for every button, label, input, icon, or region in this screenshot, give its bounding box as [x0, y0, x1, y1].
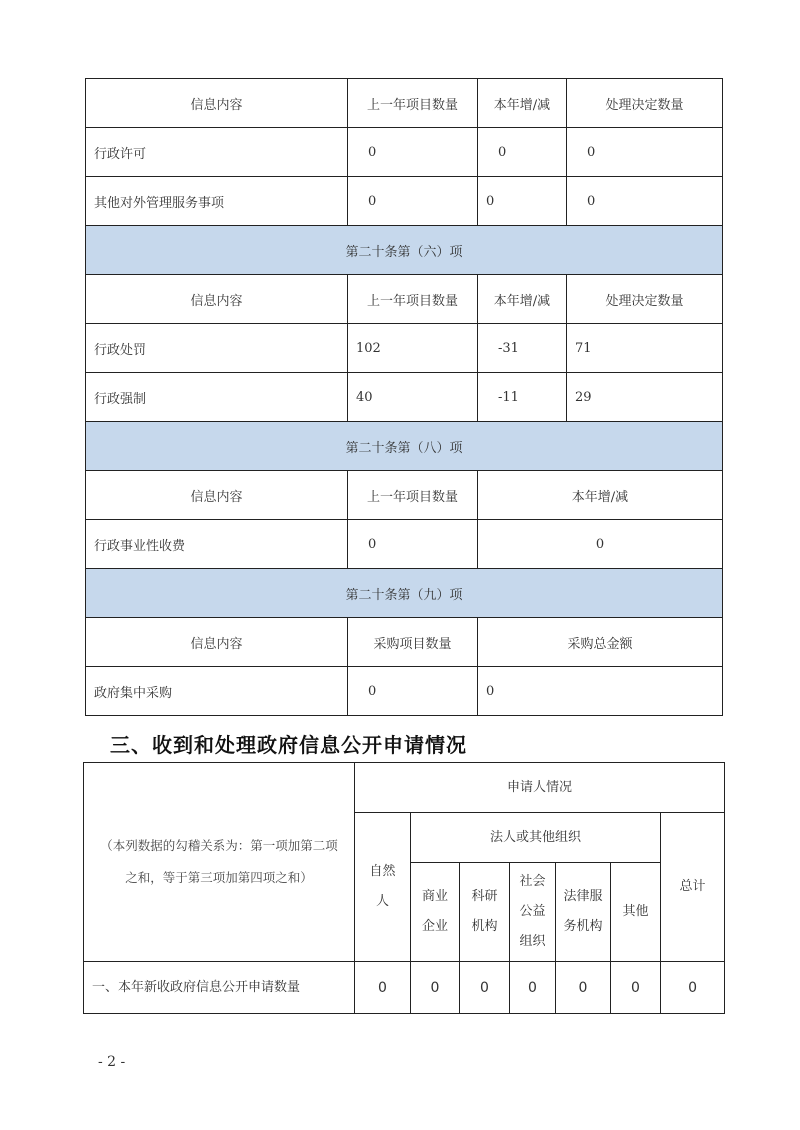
row-label: 行政事业性收费 — [86, 520, 348, 569]
change-value: 0 — [478, 177, 567, 226]
value-other: 0 — [611, 962, 661, 1014]
total-header: 总计 — [661, 813, 725, 962]
section-band-8 — [86, 422, 723, 471]
table-row — [86, 128, 723, 177]
table-row — [86, 667, 723, 716]
legal-group-header: 法人或其他组织 — [411, 813, 661, 863]
header-change: 本年增/减 — [478, 471, 723, 520]
table-header-row — [86, 618, 723, 667]
section-band-6 — [86, 226, 723, 275]
change-value: -31 — [478, 324, 567, 373]
section-heading: 第二十条第（六）项 — [86, 226, 723, 275]
header-info-content: 信息内容 — [86, 618, 348, 667]
table-row — [84, 962, 725, 1014]
header-info-content: 信息内容 — [86, 275, 348, 324]
header-decision-count: 处理决定数量 — [567, 79, 723, 128]
table-row — [86, 177, 723, 226]
table-row — [86, 324, 723, 373]
other-header: 其他 — [611, 863, 661, 962]
natural-person-line-1: 自然 — [369, 864, 396, 879]
header-decision-count: 处理决定数量 — [567, 275, 723, 324]
header-prev-year-count: 上一年项目数量 — [348, 275, 478, 324]
prev-value: 0 — [348, 177, 478, 226]
row-label: 政府集中采购 — [86, 667, 348, 716]
section-heading: 第二十条第（八）项 — [86, 422, 723, 471]
legal-service-header — [556, 863, 611, 962]
prev-value: 0 — [348, 128, 478, 177]
natural-person-line-2: 人 — [375, 894, 389, 909]
header-purchase-count: 采购项目数量 — [348, 618, 478, 667]
value-natural-person: 0 — [355, 962, 411, 1014]
applicant-header: 申请人情况 — [355, 763, 725, 813]
decision-value: 0 — [567, 177, 723, 226]
purchase-amount-value: 0 — [478, 667, 723, 716]
section-title: 三、收到和处理政府信息公开申请情况 — [110, 733, 467, 757]
decision-value: 29 — [567, 373, 723, 422]
change-value: 0 — [478, 520, 723, 569]
applications-table — [83, 762, 725, 1014]
decision-value: 0 — [567, 128, 723, 177]
row-label: 一、本年新收政府信息公开申请数量 — [84, 962, 355, 1014]
row-label: 行政强制 — [86, 373, 348, 422]
row-label: 其他对外管理服务事项 — [86, 177, 348, 226]
social-line-1: 社会 — [519, 874, 546, 889]
prev-value: 0 — [348, 520, 478, 569]
page-number: - 2 - — [98, 1054, 126, 1070]
header-prev-year-count: 上一年项目数量 — [348, 471, 478, 520]
decision-value: 71 — [567, 324, 723, 373]
purchase-count-value: 0 — [348, 667, 478, 716]
social-line-3: 组织 — [519, 934, 546, 949]
table-row — [86, 520, 723, 569]
header-info-content: 信息内容 — [86, 79, 348, 128]
value-social: 0 — [510, 962, 556, 1014]
value-commercial: 0 — [411, 962, 460, 1014]
change-value: -11 — [478, 373, 567, 422]
row-label: 行政许可 — [86, 128, 348, 177]
header-purchase-amount: 采购总金额 — [478, 618, 723, 667]
value-legal-service: 0 — [556, 962, 611, 1014]
prev-value: 102 — [348, 324, 478, 373]
natural-person-header — [355, 813, 411, 962]
commercial-line-1: 商业 — [421, 889, 448, 904]
social-line-2: 公益 — [519, 904, 546, 919]
research-header — [460, 863, 510, 962]
note-line-2: 之和，等于第三项加第四项之和） — [125, 870, 313, 885]
relation-note — [84, 763, 355, 962]
research-line-2: 机构 — [471, 919, 498, 934]
table-header-row — [86, 79, 723, 128]
table-header-row — [86, 471, 723, 520]
section-band-9 — [86, 569, 723, 618]
section-heading: 第二十条第（九）项 — [86, 569, 723, 618]
legal-service-line-1: 法律服 — [563, 889, 603, 904]
legal-service-line-2: 务机构 — [563, 919, 603, 934]
prev-value: 40 — [348, 373, 478, 422]
value-research: 0 — [460, 962, 510, 1014]
disclosure-stats-table — [85, 78, 723, 716]
applicant-header-row — [84, 763, 725, 813]
commercial-header — [411, 863, 460, 962]
row-label: 行政处罚 — [86, 324, 348, 373]
header-prev-year-count: 上一年项目数量 — [348, 79, 478, 128]
change-value: 0 — [478, 128, 567, 177]
header-info-content: 信息内容 — [86, 471, 348, 520]
commercial-line-2: 企业 — [421, 919, 448, 934]
social-header — [510, 863, 556, 962]
research-line-1: 科研 — [471, 889, 498, 904]
note-line-1: （本列数据的勾稽关系为：第一项加第二项 — [100, 838, 338, 853]
table-header-row — [86, 275, 723, 324]
header-change: 本年增/减 — [478, 79, 567, 128]
value-total: 0 — [661, 962, 725, 1014]
table-row — [86, 373, 723, 422]
header-change: 本年增/减 — [478, 275, 567, 324]
